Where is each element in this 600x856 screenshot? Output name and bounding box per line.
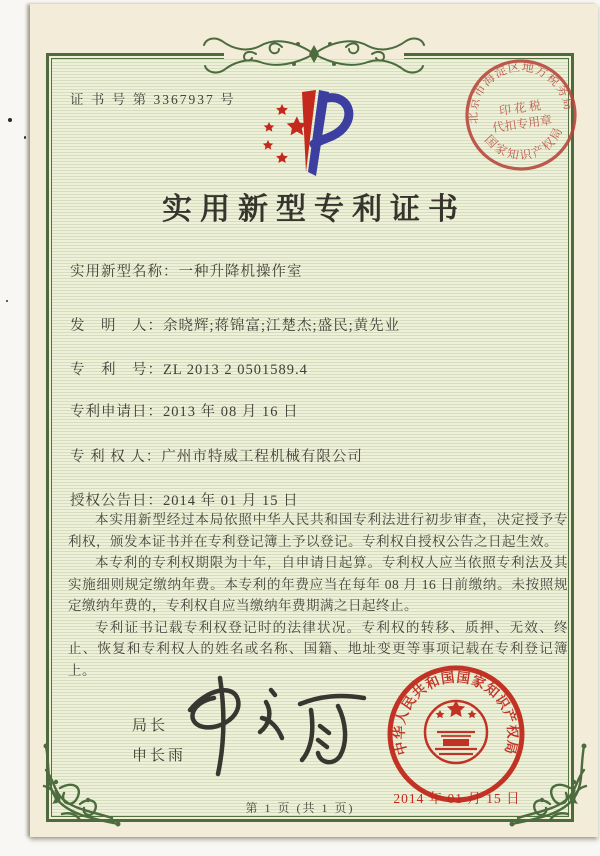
certificate-page — [30, 4, 598, 837]
field-value: 2014 年 01 月 15 日 — [163, 493, 299, 509]
certificate-title: 实用新型专利证书 — [162, 193, 466, 226]
legal-text — [68, 509, 568, 681]
field-utility-model-name — [70, 260, 303, 281]
stamp-arc-bottom-text: 国家知识产权局 — [481, 123, 567, 163]
tax-stamp — [452, 46, 590, 184]
national-emblem — [425, 700, 487, 763]
field-label: 发 明 人： — [70, 318, 163, 334]
field-label: 专利申请日： — [70, 404, 163, 420]
stamp-center-line1: 印 花 税 — [498, 98, 542, 118]
field-value: 广州市特威工程机械有限公司 — [161, 449, 363, 465]
page-number: 第 1 页 (共 1 页) — [245, 801, 355, 815]
top-flourish-ornament — [196, 31, 432, 79]
seal-ring-text: 中华人民共和国国家知识产权局 — [391, 669, 521, 757]
field-label: 实用新型名称： — [70, 264, 179, 280]
legal-paragraph-1: 本实用新型经过本局依照中华人民共和国专利法进行初步审查，决定授予专利权，颁发本证书并在专利登记簿上予以登记。专利权自授权公告之日起生效。 — [68, 512, 568, 549]
commissioner-name: 申长雨 — [132, 748, 187, 764]
commissioner-title: 局长 — [132, 718, 169, 734]
stamp-arc-top-text: 北京市海淀区地方税务局 — [465, 59, 577, 125]
field-label: 专 利 号： — [70, 362, 163, 378]
scan-speck — [6, 300, 8, 302]
field-inventors — [70, 314, 400, 335]
field-value: ZL 2013 2 0501589.4 — [163, 362, 308, 378]
field-label: 授权公告日： — [70, 493, 163, 509]
field-grant-date — [70, 489, 299, 510]
field-value: 余晓辉;蒋锦富;江楚杰;盛民;黄先业 — [163, 318, 401, 334]
scan-speck — [24, 136, 26, 139]
field-patentee — [70, 445, 363, 466]
field-patent-number — [70, 358, 308, 379]
seal-date: 2014 年 01 月 15 日 — [393, 791, 521, 806]
field-value: 一种升降机操作室 — [178, 264, 303, 280]
certificate-number: 证 书 号 第 3367937 号 — [70, 92, 236, 107]
field-value: 2013 年 08 月 16 日 — [163, 404, 299, 420]
stamp-center-line2: 代扣专用章 — [491, 112, 553, 136]
cnipa-logo — [252, 88, 354, 184]
commissioner-signature — [168, 668, 380, 786]
scan-speck — [8, 118, 12, 122]
field-label: 专 利 权 人： — [70, 449, 162, 465]
field-filing-date — [70, 400, 299, 421]
legal-paragraph-2: 本专利的专利权期限为十年，自申请日起算。专利权人应当依照专利法及其实施细则规定缴纳年费。本专利的年费应当在每年 08 月 16 日前缴纳。未按照规定缴纳年费的，专利权自应当缴纳年费期满之日起终止。 — [68, 555, 568, 613]
bottom-left-corner-ornament — [32, 742, 124, 834]
legal-paragraph-3: 专利证书记载专利权登记时的法律状况。专利权的转移、质押、无效、终止、恢复和专利权人的姓名或名称、国籍、地址变更等事项记载在专利登记簿上。 — [68, 619, 568, 678]
